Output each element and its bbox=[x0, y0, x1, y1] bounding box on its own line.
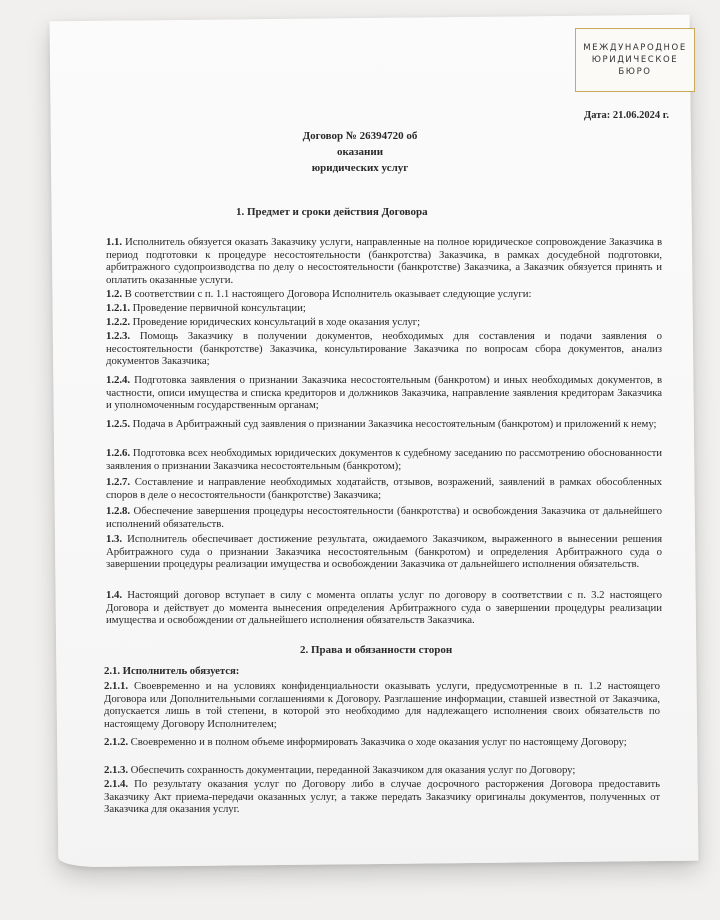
clause-text: Исполнитель обязуется: bbox=[122, 665, 240, 677]
clause-text: По результату оказания услуг по Договору либо в случае досрочного расторжения Договора предоставить Заказчику Акт приема-передачи оказанных услуг, а также передать Заказчику оригиналы документов, полученных от Заказчика для оказания услуг. bbox=[104, 778, 660, 816]
clause-number: 1.2. bbox=[106, 288, 122, 300]
clause-text: Подача в Арбитражный суд заявления о признании Заказчика несостоятельным (банкротом) и приложений к нему; bbox=[132, 418, 657, 430]
clause-number: 1.4. bbox=[106, 589, 122, 601]
clause-number: 1.1. bbox=[106, 236, 122, 248]
clause-number: 1.2.3. bbox=[106, 330, 130, 342]
clause-number: 1.2.7. bbox=[106, 476, 130, 488]
section-2-heading: 2. Права и обязанности сторон bbox=[300, 644, 453, 656]
clause-2-1-1 bbox=[104, 680, 660, 730]
clause-text: Подготовка заявления о признании Заказчика несостоятельным (банкротом) и иных необходимых документов, в частности, описи имущества и списка кредиторов и должников Заказчика, направление заявления кредиторам Заказчика и уполномоченным государственным органам; bbox=[106, 374, 663, 412]
clause-1-1 bbox=[106, 236, 662, 286]
clause-text: Составление и направление необходимых ходатайств, отзывов, возражений, заявлений в рамках обособленных споров в деле о несостоятельности (банкротстве) Заказчика; bbox=[106, 476, 662, 501]
clause-1-2-3 bbox=[106, 330, 662, 368]
clause-2-1 bbox=[104, 665, 660, 678]
clause-number: 1.2.2. bbox=[106, 316, 130, 328]
clause-1-2-4 bbox=[106, 374, 662, 412]
clause-2-1-2 bbox=[104, 736, 660, 749]
stamp-line-1: МЕЖДУНАРОДНОЕ bbox=[583, 43, 687, 53]
clause-1-2-7 bbox=[106, 476, 662, 501]
clause-number: 1.2.4. bbox=[106, 374, 130, 386]
clause-text: Проведение первичной консультации; bbox=[132, 302, 306, 314]
clause-number: 1.3. bbox=[106, 533, 122, 545]
clause-text: Помощь Заказчику в получении документов, необходимых для составления и подачи заявления о несостоятельности (банкротстве) Заказчика, консультирование Заказчика по вопросам сбора документов, анализ документов Заказчика; bbox=[106, 330, 662, 368]
clause-text: Обеспечение завершения процедуры несостоятельности (банкротства) и освобождения Заказчика от дальнейшего исполнений обязательств. bbox=[106, 505, 662, 530]
title-line-1: Договор № 26394720 об оказании bbox=[302, 130, 418, 158]
stamp-line-3: БЮРО bbox=[618, 67, 652, 77]
clause-text: Исполнитель обязуется оказать Заказчику услуги, направленные на полное юридическое сопровождение Заказчика в период подготовки к процедуре несостоятельности (банкротства) Заказчика, в рамках досудебной подготовки, арбитражного судопроизводства по делу о несостоятельности (банкротстве) Заказчика, а Заказчик обязуется принять и оплатить оказанные услуги. bbox=[106, 236, 662, 286]
clause-2-1-4 bbox=[104, 778, 660, 816]
clause-1-3 bbox=[106, 533, 662, 571]
clause-text: Проведение юридических консультаций в ходе оказания услуг; bbox=[132, 316, 421, 328]
clause-1-2-6 bbox=[106, 447, 662, 472]
clause-number: 1.2.6. bbox=[106, 447, 130, 459]
clause-text: Подготовка всех необходимых юридических документов к судебному заседанию по рассмотрению обоснованности заявления о признании Заказчика несостоятельным (банкротом); bbox=[106, 447, 663, 472]
bureau-stamp bbox=[575, 28, 695, 92]
clause-number: 2.1.2. bbox=[104, 736, 128, 748]
clause-text: Своевременно и на условиях конфиденциальности оказывать услуги, предусмотренные в п. 1.2 настоящего Договора или Дополнительными соглашениями к Договору. Разглашение информации, ставшей известной от Заказчика, допускается лишь в той степени, в которой это необходимо для надлежащего исполнения своих обязательств по настоящему Договору Исполнителем; bbox=[104, 680, 660, 730]
clause-number: 1.2.1. bbox=[106, 302, 130, 314]
clause-1-4 bbox=[106, 589, 662, 627]
clause-number: 2.1.4. bbox=[104, 778, 128, 790]
clause-number: 1.2.8. bbox=[106, 505, 130, 517]
clause-number: 2.1.3. bbox=[104, 764, 128, 776]
clause-text: В соответствии с п. 1.1 настоящего Договора Исполнитель оказывает следующие услуги: bbox=[124, 288, 532, 300]
clause-number: 2.1.1. bbox=[104, 680, 128, 692]
clause-number: 2.1. bbox=[104, 665, 120, 677]
clause-1-2-1 bbox=[106, 302, 662, 315]
section-1-heading: 1. Предмет и сроки действия Договора bbox=[236, 206, 428, 218]
clause-text: Обеспечить сохранность документации, переданной Заказчиком для оказания услуг по Договору; bbox=[130, 764, 576, 776]
clause-1-2-8 bbox=[106, 505, 662, 530]
title-line-2: юридических услуг bbox=[311, 162, 409, 174]
clause-text: Исполнитель обеспечивает достижение результата, ожидаемого Заказчиком, выраженного в вынесении решения Арбитражного суда о признании Заказчика несостоятельным (банкротом) и определения Арбитражного суда о завершении процедуры реализации имущества и освобождении Заказчика от дальнейшего исполнения обязательств. bbox=[106, 533, 662, 571]
clause-1-2 bbox=[106, 288, 662, 301]
clause-1-2-5 bbox=[106, 418, 662, 431]
clause-text: Своевременно и в полном объеме информировать Заказчика о ходе оказания услуг по настоящему Договору; bbox=[130, 736, 627, 748]
clause-1-2-2 bbox=[106, 316, 662, 329]
document-date: Дата: 21.06.2024 г. bbox=[584, 110, 669, 121]
clause-number: 1.2.5. bbox=[106, 418, 130, 430]
contract-title bbox=[280, 128, 440, 176]
clause-2-1-3 bbox=[104, 764, 660, 777]
clause-text: Настоящий договор вступает в силу с момента оплаты услуг по договору в соответствии с п. 3.2 настоящего Договора и действует до момента вынесения определения Арбитражного суда о завершении процедуры реализации имущества и освобождении от дальнейшего исполнения обязательств Заказчика. bbox=[106, 589, 662, 627]
stamp-line-2: ЮРИДИЧЕСКОЕ bbox=[591, 55, 679, 65]
